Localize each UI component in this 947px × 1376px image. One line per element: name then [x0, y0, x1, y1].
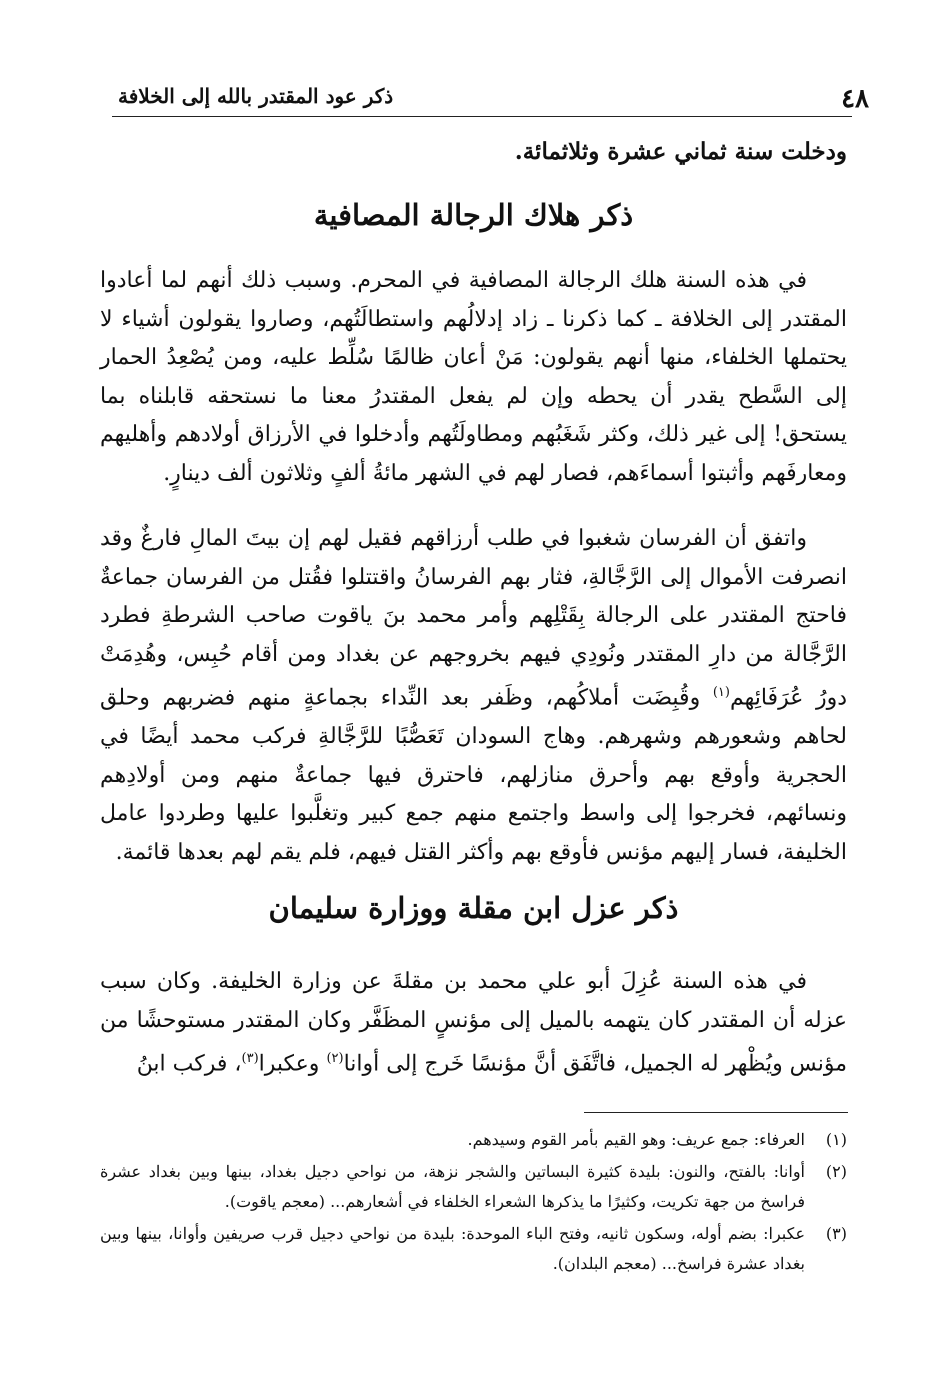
body-paragraph: في هذه السنة هلك الرجالة المصافية في المحرم. وسبب ذلك أنهم لما أعادوا المقتدر إلى الخلافة ـ كما ذكرنا ـ زاد إدلالُهم واستطالَتُهم، وصاروا يقولون أشياء لا يحتملها الخلفاء، منها أنهم يقولون: مَنْ أعان ظالمًا سُلِّط عليه، ومن يُصْعِدُ الحمار إلى السَّطح يقدر أن يحطه وإن لم يفعل المقتدرُ معنا ما نستحقه قابلناه بما يستحق! إلى غير ذلك، وكثر شَغَبُهم ومطاولَتُهم وأدخلوا في الأرزاق أولادهم وأهليهم ومعارفَهم وأثبتوا أسماءَهم، فصار لهم في الشهر مائةُ ألفٍ وثلاثون ألف دينارٍ. [100, 268, 847, 486]
footnote-text: عكبرا: بضم أوله، وسكون ثانيه، وفتح الباء الموحدة: بليدة من نواحي دجيل قرب صريفين وأوانا، بينها وبين بغداد عشرة فراسخ... (معجم البلدان). [100, 1224, 805, 1273]
footnote-divider [584, 1112, 848, 1113]
footnote-text: أوانا: بالفتح، والنون: بليدة كثيرة البساتين والشجر نزهة، من نواحي دجيل بغداد، بينها وبين بغداد عشرة فراسخ من جهة تكريت، وكثيرًا ما يذكرها الشعراء الخلفاء في أشعارهم... (معجم ياقوت). [100, 1162, 806, 1211]
paragraph-text: واتفق أن الفرسان شغبوا في طلب أرزاقهم فقيل لهم إن بيتَ المالِ فارغٌ وقد انصرفت الأموال إلى الرَّجَّالةِ، فثار بهم الفرسانُ واقتتلوا فقُتل من الفرسان جماعةٌ فاحتج المقتدر على الرجالة بِقَتْلِهم وأمر محمد بنَ ياقوت صاحب الشرطةِ فطرد الرَّجَّالة من دارِ المقتدر ونُودِي فيهم بخروجهم عن بغداد ومن أقام حُبِس، وهُدِمَتْ دورُ عُرَفَائِهم [100, 526, 847, 711]
footnote-reference: (٢) [326, 1051, 344, 1067]
header-divider [112, 116, 852, 117]
footnote-reference: (٣) [241, 1051, 259, 1067]
section-heading: ذكر عزل ابن مقلة ووزارة سليمان [268, 891, 679, 925]
footnote [100, 1219, 847, 1279]
section-heading: ذكر هلاك الرجالة المصافية [313, 198, 634, 232]
paragraph-text: وقُبِضَت أملاكُهم، وظَفر بعد النِّداء بجماعةٍ منهم فضربهم وحلق لحاهم وشعورهم وشهرهم. وهاج السودان تَعَصُّبًا للرَّجَّالةِ فركب محمد أيضًا في الحجرية وأوقع بهم وأحرق منازلهم، فاحترق فيها جماعةٌ منهم ومن أولادِهم ونسائهم، فخرجوا إلى واسط واجتمع منهم جمع كبير وتغلَّبوا عليها وطردوا عامل الخليفة، فسار إليهم مؤنس فأوقع بهم وأكثر القتل فيهم، فلم يقم لهم بعدها قائمة. [100, 685, 847, 866]
body-paragraph [100, 520, 847, 873]
footnotes [100, 1125, 847, 1281]
paragraph-text: وعكبرا [258, 1051, 327, 1077]
footnote-number: (١) [825, 1130, 847, 1149]
footnote-reference: (١) [712, 685, 730, 701]
footnote-number: (٢) [825, 1162, 847, 1181]
paragraph-text: ، فركب ابنُ [136, 1051, 242, 1077]
footnote [100, 1125, 847, 1155]
body-paragraph [100, 963, 847, 1084]
footnote-text: العرفاء: جمع عريف: وهو القيم بأمر القوم وسيدهم. [467, 1130, 805, 1149]
intro-line: ودخلت سنة ثماني عشرة وثلاثمائة. [514, 138, 847, 165]
paragraph-text: في هذه السنة عُزِلَ أبو علي محمد بن مقلةَ عن وزارة الخليفة. وكان سبب عزله أن المقتدر كان يتهمه بالميل إلى مؤنسٍ المظَفَّر وكان المقتدر مستوحشًا من مؤنس ويُظْهر له الجميل، فاتَّفَق أنَّ مؤنسًا خَرج إلى أوانا [100, 969, 847, 1077]
footnote-number: (٣) [825, 1224, 847, 1243]
footnote [100, 1157, 847, 1217]
page-number: ٤٨ [841, 84, 869, 114]
running-title: ذكر عود المقتدر بالله إلى الخلافة [118, 84, 394, 108]
